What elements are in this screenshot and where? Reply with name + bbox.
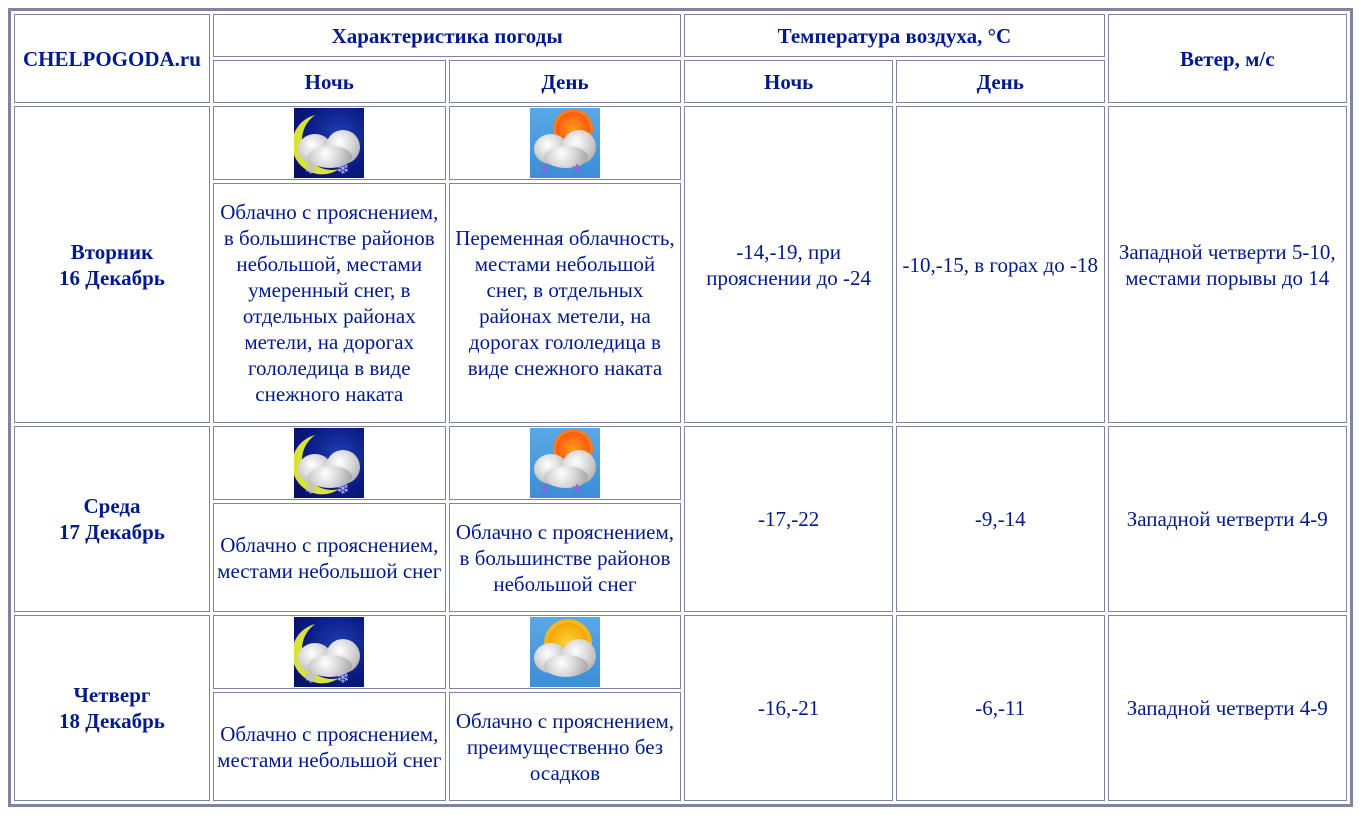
day-description: Облачно с прояснением, преимущественно без осадков [449,692,682,801]
day-description: Облачно с прояснением, в большинстве районов небольшой снег [449,503,682,612]
night-icon-cell [213,615,446,689]
weather-day-header: День [449,60,682,103]
day-label [14,426,210,612]
day-cloudy-snow-icon: ✱ ✱ [530,428,600,498]
site-brand: CHELPOGODA.ru [14,14,210,103]
night-description: Облачно с прояснением, в большинстве районов небольшой, местами умеренный снег, в отдельных районах метели, на дорогах гололедица в виде снежного наката [213,183,446,423]
day-cloudy-snow-icon: ✱ ✱ [530,108,600,178]
night-cloudy-snow-icon: ❄ ❄ [294,428,364,498]
night-cloudy-snow-icon: ❄ ❄ [294,617,364,687]
wind-value: Западной четверти 4-9 [1108,615,1348,801]
temp-night: -16,-21 [684,615,893,801]
temp-day: -9,-14 [896,426,1105,612]
day-partly-cloudy-icon [530,617,600,687]
air-temperature-header: Температура воздуха, °C [684,14,1104,57]
temp-night: -14,-19, при прояснении до -24 [684,106,893,423]
wind-header: Ветер, м/с [1108,14,1348,103]
temp-night-header: Ночь [684,60,893,103]
weekday: Четверг [73,683,151,707]
night-description: Облачно с прояснением, местами небольшой снег [213,503,446,612]
wind-value: Западной четверти 4-9 [1108,426,1348,612]
date: 16 Декабрь [59,265,165,290]
temp-day: -6,-11 [896,615,1105,801]
weekday: Среда [83,494,141,518]
temp-day: -10,-15, в горах до -18 [896,106,1105,423]
temp-night: -17,-22 [684,426,893,612]
date: 17 Декабрь [59,520,165,544]
night-cloudy-snow-icon: ❄ ❄ [294,108,364,178]
day-label [14,106,210,423]
weekday: Вторник [70,239,154,264]
weather-characteristics-header: Характеристика погоды [213,14,681,57]
day-label [14,615,210,801]
night-description: Облачно с прояснением, местами небольшой снег [213,692,446,801]
day-icon-cell [449,106,682,180]
forecast-row [14,426,1347,500]
day-icon-cell [449,426,682,500]
temp-day-header: День [896,60,1105,103]
day-icon-cell [449,615,682,689]
forecast-row [14,106,1347,180]
night-icon-cell [213,106,446,180]
forecast-row [14,615,1347,689]
date: 18 Декабрь [59,709,165,733]
night-icon-cell [213,426,446,500]
wind-value: Западной четверти 5-10, местами порывы до 14 [1108,106,1348,423]
forecast-table [8,8,1353,807]
day-description: Переменная облачность, местами небольшой снег, в отдельных районах метели, на дорогах гололедица в виде снежного наката [449,183,682,423]
weather-night-header: Ночь [213,60,446,103]
